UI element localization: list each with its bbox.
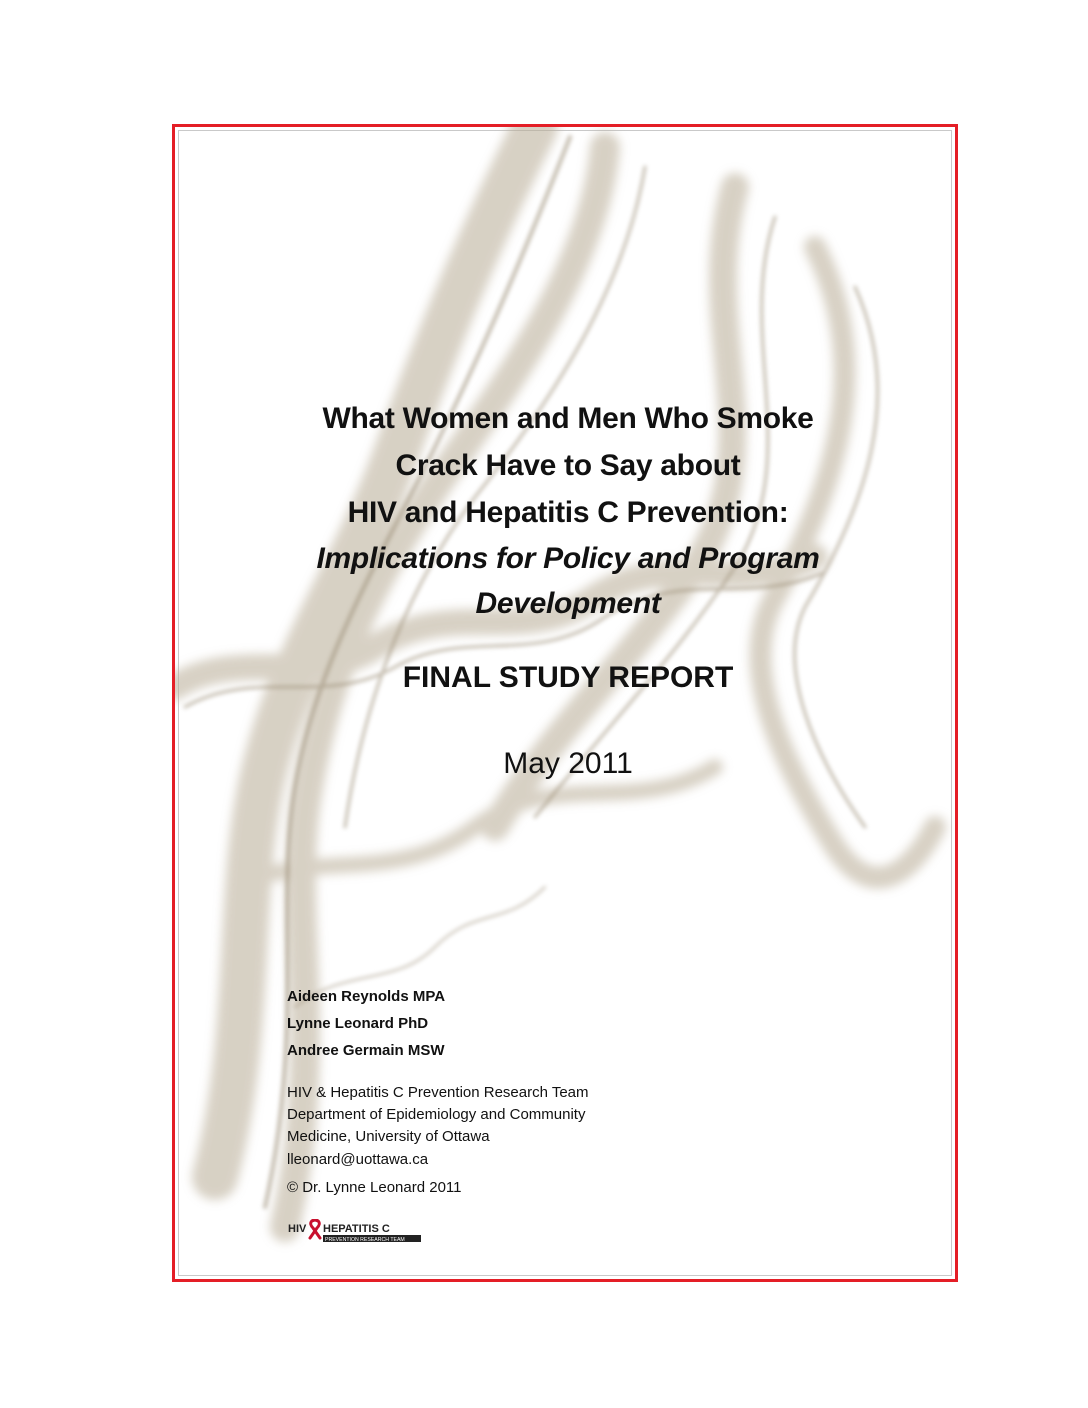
logo-text-hepatitis: HEPATITIS C	[323, 1223, 390, 1235]
author-name: Lynne Leonard PhD	[287, 1015, 429, 1032]
subtitle-line-2: Development	[475, 587, 661, 620]
report-title	[175, 395, 958, 626]
contact-email: lleonard@uottawa.ca	[287, 1151, 429, 1168]
author-list	[287, 983, 445, 1064]
logo-text-team: PREVENTION RESEARCH TEAM	[325, 1237, 405, 1243]
subtitle-line-1: Implications for Policy and Program	[316, 542, 820, 575]
title-line-2: Crack Have to Say about	[395, 449, 741, 482]
cover-frame	[172, 124, 958, 1282]
affiliation-block	[287, 1082, 589, 1148]
affiliation-line: Medicine, University of Ottawa	[287, 1128, 490, 1145]
logo-text-hiv: HIV	[288, 1223, 307, 1235]
affiliation-line: Department of Epidemiology and Community	[287, 1106, 586, 1123]
red-ribbon-icon	[310, 1220, 320, 1238]
copyright-notice: © Dr. Lynne Leonard 2011	[287, 1179, 462, 1196]
author-name: Aideen Reynolds MPA	[287, 988, 446, 1005]
title-line-1: What Women and Men Who Smoke	[322, 402, 814, 435]
affiliation-line: HIV & Hepatitis C Prevention Research Team	[287, 1084, 589, 1101]
hiv-hepatitis-c-logo	[288, 1219, 422, 1245]
report-date: May 2011	[503, 747, 633, 780]
title-line-3: HIV and Hepatitis C Prevention:	[347, 496, 789, 529]
report-type-label: FINAL STUDY REPORT	[402, 661, 734, 694]
author-name: Andree Germain MSW	[287, 1042, 445, 1059]
